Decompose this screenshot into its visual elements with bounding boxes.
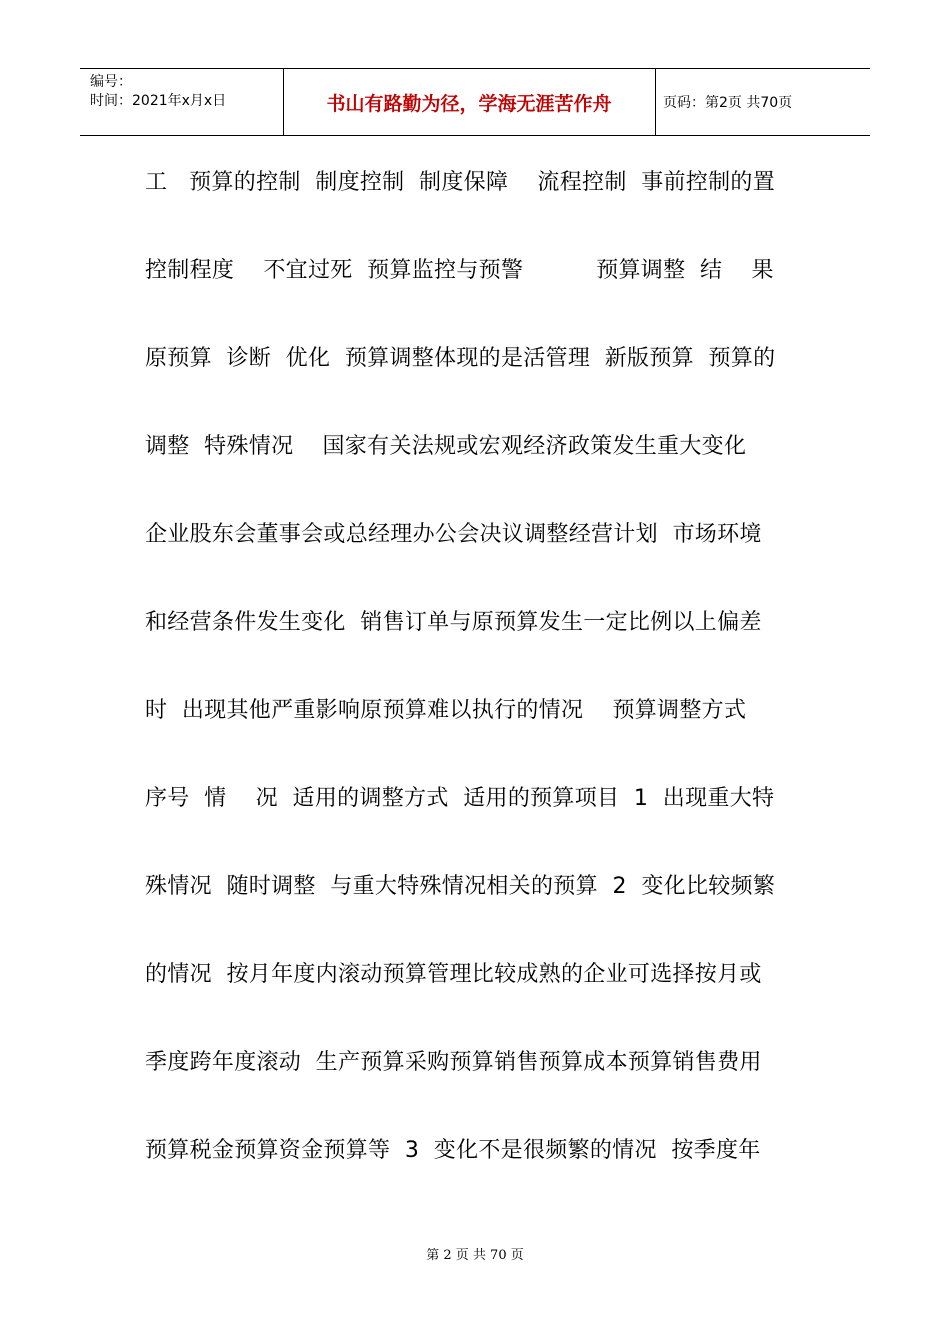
body-line: 工 预算的控制 制度控制 制度保障 流程控制 事前控制的置 <box>145 170 776 195</box>
body-line: 殊情况 随时调整 与重大特殊情况相关的预算 2 变化比较频繁 <box>145 874 776 899</box>
header-motto-cell <box>283 69 656 135</box>
body-line: 企业股东会董事会或总经理办公会决议调整经营计划 市场环境 <box>145 522 762 547</box>
header-motto: 书山有路勤为径，学海无涯苦作舟 <box>326 93 612 115</box>
date-label: 时间：2021年x月x日 <box>90 93 227 109</box>
body-line: 的情况 按月年度内滚动预算管理比较成熟的企业可选择按月或 <box>145 962 762 987</box>
body-line: 季度跨年度滚动 生产预算采购预算销售预算成本预算销售费用 <box>145 1050 762 1075</box>
header-meta-cell <box>80 69 284 135</box>
body-line: 控制程度 不宜过死 预算监控与预警 预算调整 结 果 <box>145 258 774 283</box>
serial-number-label: 编号： <box>90 74 132 90</box>
body-line: 调整 特殊情况 国家有关法规或宏观经济政策发生重大变化 <box>145 434 747 459</box>
page-footer: 第 2 页 共 70 页 <box>426 1248 524 1263</box>
body-line: 预算税金预算资金预算等 3 变化不是很频繁的情况 按季度年 <box>145 1138 761 1163</box>
header-page-info: 页码：第2页 共70页 <box>663 95 793 111</box>
body-line: 时 出现其他严重影响原预算难以执行的情况 预算调整方式 <box>145 698 747 723</box>
header-page-cell <box>655 69 870 135</box>
body-line: 序号 情 况 适用的调整方式 适用的预算项目 1 出现重大特 <box>145 786 775 811</box>
body-line: 和经营条件发生变化 销售订单与原预算发生一定比例以上偏差 <box>145 610 762 635</box>
body-line: 原预算 诊断 优化 预算调整体现的是活管理 新版预算 预算的 <box>145 346 776 371</box>
page-header <box>80 68 870 136</box>
